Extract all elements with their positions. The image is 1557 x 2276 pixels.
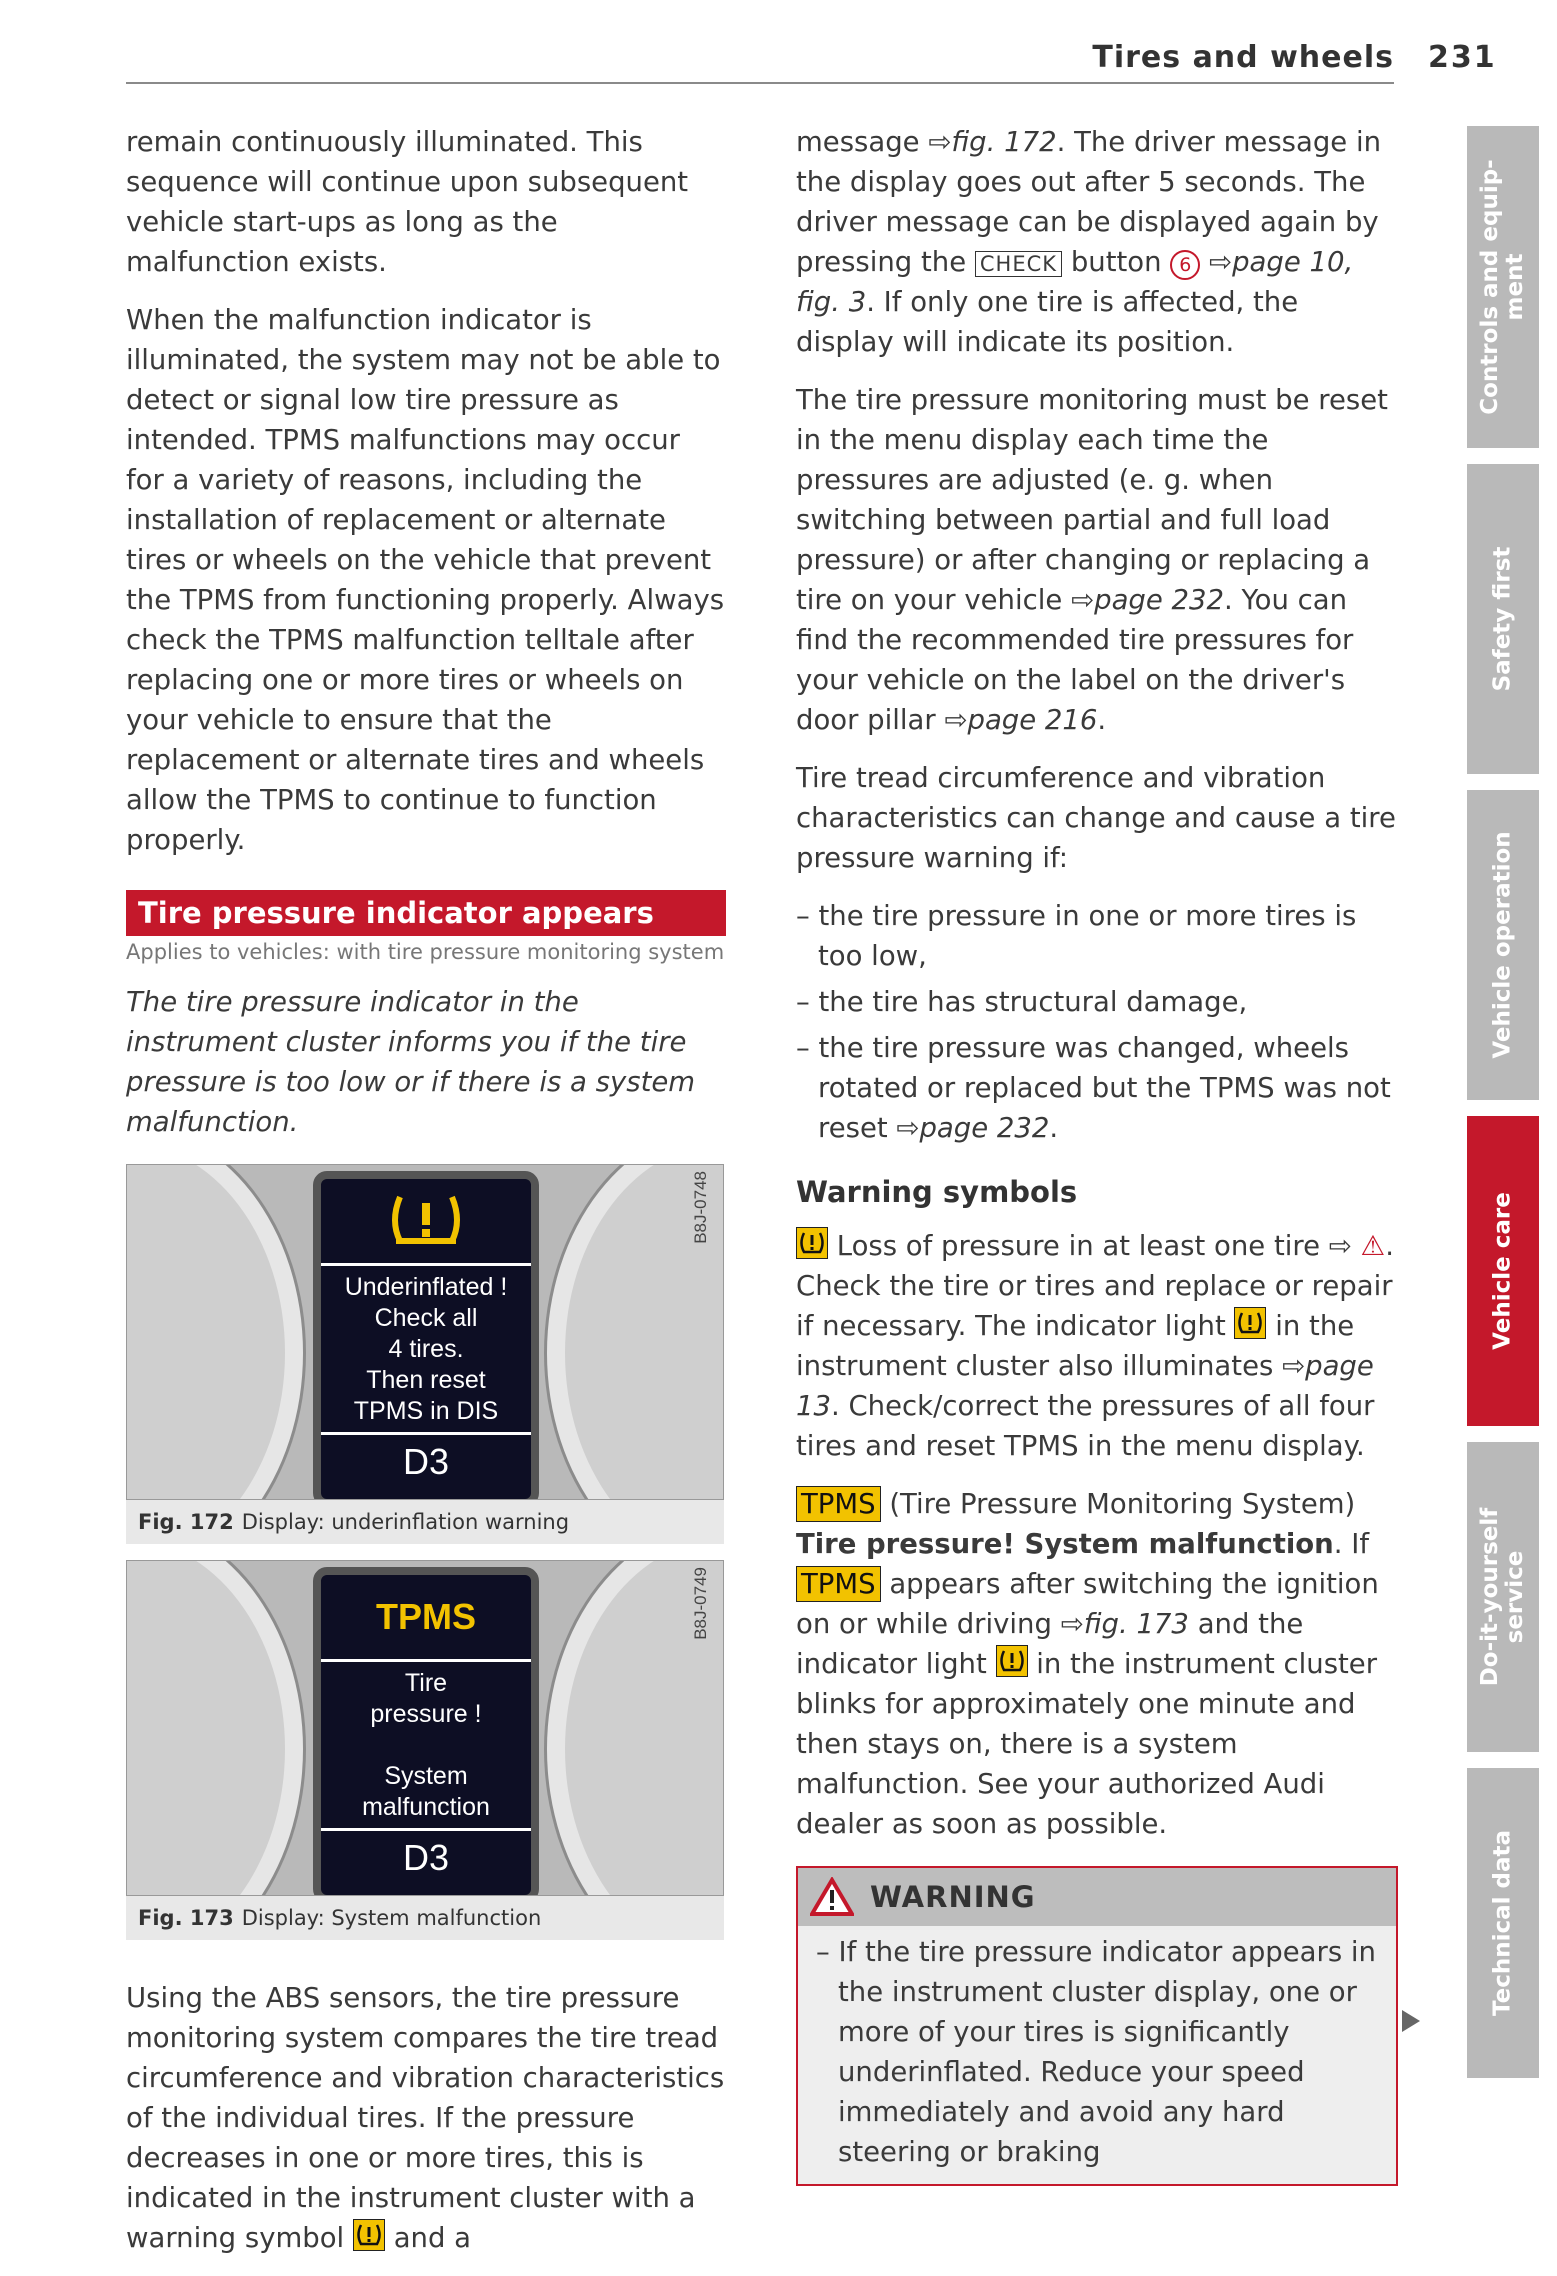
next-page-arrow-icon — [1402, 2010, 1420, 2032]
text: in the instrument cluster blinks for approximately one minute and then stays on, there is a system malfunction. See your authorized Audi dealer as soon as possible. — [796, 1648, 1378, 1840]
chapter-title: Tires and wheels — [1092, 40, 1394, 75]
paragraph — [796, 122, 1396, 362]
paragraph: remain continuously illuminated. This sequence will continue upon subsequent vehicle start-ups as long as the malfunction exists. — [126, 126, 689, 278]
tab-controls-and-equipment[interactable] — [1467, 126, 1539, 448]
tab-vehicle-operation[interactable] — [1467, 790, 1539, 1100]
tpms-symbol: TPMS — [796, 1566, 881, 1602]
callout-number: 6 — [1170, 250, 1200, 280]
list-item: – the tire has structural damage, — [796, 986, 1248, 1018]
arrow-ref-icon: ⇨ — [896, 1112, 920, 1144]
list-item: – the tire pressure in one or more tires is too low, — [796, 900, 1357, 972]
text: (Tire Pressure Monitoring System) — [889, 1488, 1356, 1520]
text: . If — [1333, 1528, 1370, 1560]
tire-pressure-indicator-icon — [1234, 1307, 1266, 1339]
paragraph: Loss of pressure in at least one tire ⇨ ⚠. Check the tire or tires and replace or repair if necessary. The indicator light in the instrument cluster also illuminates ⇨page 13. Check/correct the pressures of all four tires and reset TPMS in the menu display. — [796, 1226, 1396, 1466]
paragraph — [126, 1978, 726, 2258]
applies-note: Applies to vehicles: with tire pressure monitoring system — [126, 940, 725, 964]
tpms-symbol: TPMS — [796, 1486, 881, 1522]
cross-reference[interactable]: page 216 — [967, 704, 1098, 736]
text: . You can find the recommended tire pressures for your vehicle on the label on the driver's door pillar — [796, 584, 1354, 736]
intro-text: The tire pressure indicator in the instrument cluster informs you if the tire pressure is too low or if there is a system malfunction. — [126, 986, 696, 1138]
tpms-display-label: TPMS — [375, 1596, 476, 1637]
tire-pressure-indicator-icon — [796, 1227, 828, 1259]
display-line: 4 tires. — [388, 1335, 464, 1363]
tab-label: Technical data — [1489, 1829, 1516, 2017]
text: . Check/correct the pressures of all four tires and reset TPMS in the menu display. — [796, 1390, 1375, 1462]
figure-172-image — [126, 1164, 724, 1500]
warning-text: – If the tire pressure indicator appears in the instrument cluster display, one or more of your tires is significantly underinflated. Reduce your speed immediately and avoid any hard steering or braking — [816, 1936, 1376, 2168]
text: The tire pressure monitoring must be reset in the menu display each time the pressures are adjusted (e. g. when switching between partial and full load pressure) or after changing or replacing a tire on your vehicle — [796, 384, 1388, 616]
cross-reference[interactable]: fig. 173 — [1083, 1608, 1189, 1640]
cross-reference[interactable]: page 232 — [1094, 584, 1225, 616]
arrow-ref-icon: ⇨ — [928, 126, 952, 158]
display-line: Check all — [374, 1304, 478, 1332]
arrow-ref-icon: ⇨ — [1328, 1230, 1352, 1262]
arrow-ref-icon: ⇨ — [1282, 1350, 1306, 1382]
paragraph: The tire pressure monitoring must be reset in the menu display each time the pressures are adjusted (e. g. when switching between partial and full load pressure) or after changing or replacing a tire on your vehicle ⇨page 232. You can find the recommended tire pressures for your vehicle on the label on the driver's door pillar ⇨page 216. — [796, 384, 1388, 736]
display-message — [321, 1662, 531, 1831]
arrow-ref-icon: ⇨ — [1071, 584, 1095, 616]
figure-id: B8J-0748 — [691, 1171, 710, 1244]
bold-text: Tire pressure! System malfunction — [796, 1528, 1334, 1560]
display-message — [321, 1266, 531, 1435]
figure-id: B8J-0749 — [691, 1567, 710, 1640]
text: and a — [393, 2222, 472, 2254]
gauge-left — [126, 1164, 303, 1500]
arrow-ref-icon: ⇨ — [1060, 1608, 1084, 1640]
arrow-ref-icon: ⇨ — [1209, 246, 1233, 278]
paragraph: Tire tread circumference and vibration characteristics can change and cause a tire pressure warning if: — [796, 762, 1396, 874]
display-line: TPMS in DIS — [353, 1397, 499, 1425]
cross-reference[interactable]: page 10, fig. 3 — [796, 246, 1354, 318]
check-button-label: CHECK — [975, 251, 1062, 277]
cross-reference[interactable]: page 13 — [796, 1350, 1374, 1422]
cluster-display — [313, 1171, 539, 1500]
arrow-ref-icon: ⇨ — [944, 704, 968, 736]
text: – the tire pressure was changed, wheels rotated or replaced but the TPMS was not reset — [796, 1032, 1391, 1144]
text: button — [1070, 246, 1162, 278]
subheading: Warning symbols — [796, 1175, 1078, 1209]
figure-label: Fig. 172 — [138, 1510, 234, 1534]
figure-label: Fig. 173 — [138, 1906, 234, 1930]
display-line: pressure ! — [370, 1700, 482, 1728]
text: and the indicator light — [796, 1608, 1304, 1680]
tab-technical-data[interactable] — [1467, 1768, 1539, 2078]
right-column — [796, 122, 1396, 2186]
tab-label: Vehicle care — [1489, 1192, 1516, 1350]
paragraph — [796, 1484, 1396, 1844]
warning-triangle-icon: ⚠ — [1360, 1230, 1386, 1262]
warning-triangle-icon — [810, 1877, 854, 1917]
warning-title: WARNING — [870, 1880, 1036, 1914]
display-line: System — [384, 1762, 468, 1790]
tab-do-it-yourself-service[interactable] — [1467, 1442, 1539, 1752]
text: appears after switching the ignition on or while driving — [796, 1568, 1379, 1640]
caption-text: Display: System malfunction — [241, 1906, 542, 1930]
tab-vehicle-care[interactable] — [1467, 1116, 1539, 1426]
cross-reference[interactable]: page 232 — [919, 1112, 1050, 1144]
figure-173 — [126, 1560, 724, 1940]
gear-indicator: D3 — [402, 1441, 450, 1482]
tab-label: Vehicle operation — [1489, 831, 1516, 1059]
figure-172 — [126, 1164, 724, 1544]
figure-173-image — [126, 1560, 724, 1896]
left-column — [126, 122, 726, 2276]
caption-text: Display: underinflation warning — [241, 1510, 570, 1534]
warning-box — [796, 1866, 1398, 2186]
cross-reference[interactable]: fig. 172 — [951, 126, 1057, 158]
text: . If only one tire is affected, the display will indicate its position. — [796, 286, 1299, 358]
text: Using the ABS sensors, the tire pressure monitoring system compares the tire tread circumference and vibration characteristics of the individual tires. If the pressure decreases in one or more tires, this is indicated in the instrument cluster with a warning symbol — [126, 1982, 725, 2254]
tab-label: Controls and equip- ment — [1477, 159, 1528, 415]
figure-caption — [126, 1500, 724, 1544]
display-top — [321, 1575, 531, 1662]
tire-pressure-indicator-icon — [353, 2219, 385, 2251]
display-line: malfunction — [362, 1793, 490, 1821]
text: . The driver message in the display goes out after 5 seconds. The driver message can be displayed again by pressing the — [796, 126, 1382, 278]
gauge-left — [126, 1560, 303, 1896]
text: Loss of pressure in at least one tire — [836, 1230, 1320, 1262]
cluster-display — [313, 1567, 539, 1896]
display-spacer — [321, 1730, 531, 1761]
page-header — [126, 38, 1394, 84]
gear-indicator: D3 — [402, 1837, 450, 1878]
display-line: Underinflated ! — [344, 1273, 508, 1301]
display-line: Then reset — [366, 1366, 486, 1394]
tire-pressure-indicator-icon — [996, 1645, 1028, 1677]
tab-label: Do-it-yourself service — [1477, 1507, 1528, 1687]
text: Check the tire or tires and replace or repair if necessary. The indicator light — [796, 1270, 1393, 1342]
tire-pressure-indicator-icon — [321, 1179, 531, 1266]
tab-safety-first[interactable] — [1467, 464, 1539, 774]
list-item: – the tire pressure was changed, wheels rotated or replaced but the TPMS was not reset ⇨page 232. — [796, 1032, 1391, 1144]
warning-header — [798, 1868, 1396, 1926]
page-number: 231 — [1428, 40, 1497, 75]
section-title: Tire pressure indicator appears — [126, 890, 726, 936]
paragraph: When the malfunction indicator is illuminated, the system may not be able to detect or signal low tire pressure as intended. TPMS malfunctions may occur for a variety of reasons, including the installation of replacement or alternate tires or wheels on the vehicle that prevent the TPMS from functioning properly. Always check the TPMS malfunction telltale after replacing one or more tires or wheels on your vehicle to ensure that the replacement or alternate tires and wheels allow the TPMS to continue to function properly. — [126, 304, 725, 856]
tab-label: Safety first — [1489, 546, 1516, 692]
text: in the instrument cluster also illuminates — [796, 1310, 1355, 1382]
text: message — [796, 126, 920, 158]
figure-caption — [126, 1896, 724, 1940]
display-line: Tire — [404, 1669, 448, 1697]
